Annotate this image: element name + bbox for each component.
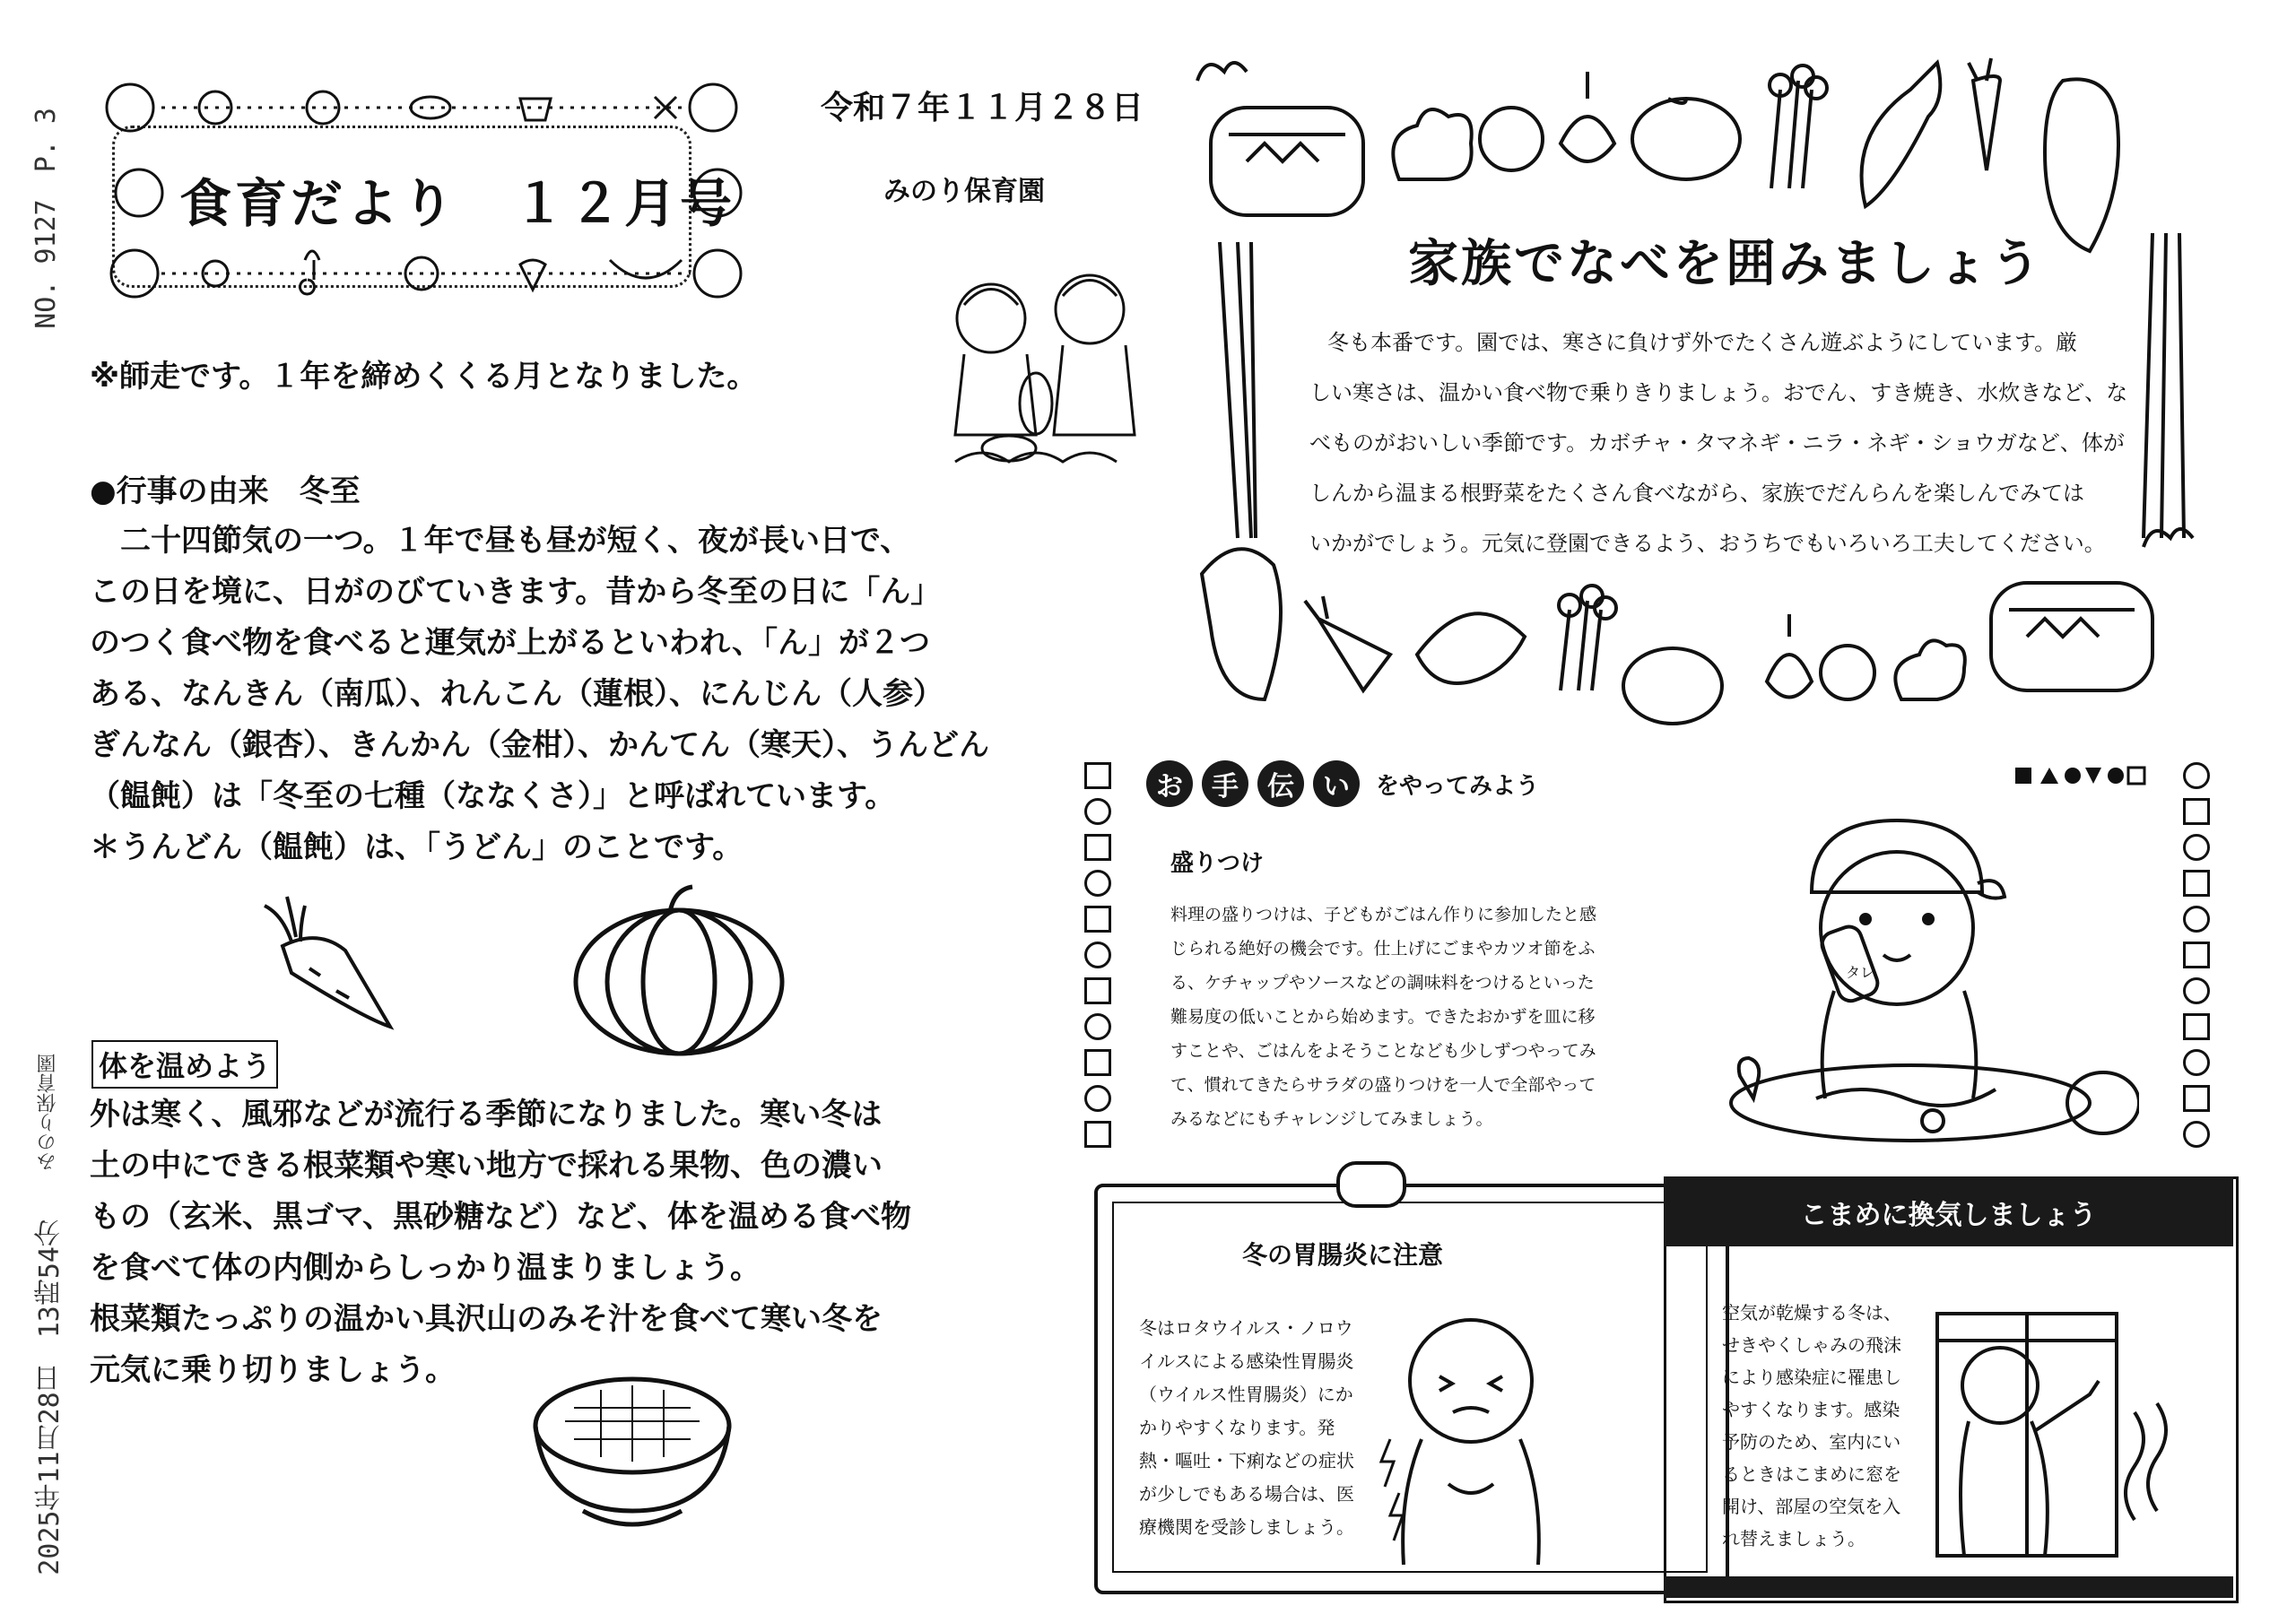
child-face-icon-2 [690, 84, 736, 131]
onion-icon-2 [1767, 614, 1812, 698]
warm-line: 外は寒く、風邪などが流行る季節になりました。寒い冬は [90, 1097, 883, 1133]
otetsudai-line: みるなどにもチャレンジしてみましょう。 [1170, 1109, 1493, 1129]
family-line: いかがでしょう。元気に登園できるよう、おうちでもいろいろ工夫してください。 [1309, 531, 2106, 556]
family-hotpot-title: 家族でなべを囲みましょう [1408, 235, 2043, 293]
event-line: 二十四節気の一つ。１年で昼も昼が短く、夜が長い日で、 [90, 523, 911, 559]
sweet-potato-icon [1862, 63, 1941, 206]
child-face-icon-5 [111, 250, 158, 297]
stomach-line: 療機関を受診しましょう。 [1139, 1516, 1354, 1538]
miso-soup-illustration [529, 1367, 735, 1547]
vent-line: 開け、部屋の空気を入 [1722, 1496, 1901, 1517]
heading-badge: い [1313, 760, 1360, 807]
stomach-line: （ウイルス性胃腸炎）にか [1139, 1384, 1353, 1405]
otetsudai-line: 難易度の低いことから始めます。できたおかずを皿に移 [1170, 1007, 1596, 1027]
carrot-icon [1969, 58, 2000, 170]
napa-cabbage-icon-2 [1202, 549, 1281, 699]
warm-line: 土の中にできる根菜類や寒い地方で採れる果物、色の濃い [90, 1148, 883, 1184]
sick-child-illustration [1372, 1314, 1561, 1565]
heading-badge: お [1146, 760, 1193, 807]
children-harvest-illustration [937, 269, 1161, 475]
bottle-label: タレ [1846, 964, 1875, 981]
lead-text: ※師走です。１年を締めくくる月となりました。 [90, 359, 758, 395]
warm-line: もの（玄米、黒ゴマ、黒砂糖など）など、体を温める食べ物 [90, 1199, 911, 1235]
heading-suffix: をやってみよう [1376, 772, 1540, 800]
event-line: この日を境に、日がのびていきます。昔から冬至の日に「ん」 [90, 574, 942, 610]
pumpkin-icon-2 [1623, 648, 1722, 724]
ginger-icon-2 [1895, 640, 1965, 699]
heading-badge: 手 [1202, 760, 1248, 807]
otetsudai-line: て、慣れてきたらサラダの盛りつけを一人で全部やって [1170, 1075, 1596, 1095]
fax-page-number: NO. 9127 P. 3 [30, 108, 62, 329]
stomach-line: 熱・嘔吐・下痢などの症状 [1139, 1450, 1354, 1471]
decorative-border-right [2179, 753, 2213, 1166]
vent-line: れ替えましょう。 [1722, 1528, 1866, 1549]
pumpkin-icon [1632, 99, 1740, 179]
otetsudai-heading [1146, 760, 1539, 807]
warm-line: 元気に乗り切りましょう。 [90, 1352, 456, 1388]
stomach-line: かりやすくなります。発 [1139, 1417, 1335, 1438]
stomach-flu-title: 冬の胃腸炎に注意 [1242, 1240, 1444, 1270]
otetsudai-subheading: 盛りつけ [1170, 850, 1265, 877]
school-name: みのり保育園 [883, 176, 1045, 207]
family-line: 冬も本番です。園では、寒さに負けず外でたくさん遊ぶようにしています。厳 [1327, 330, 2078, 355]
fax-timestamp: 2025年11月28日 13時54分 [34, 1219, 65, 1575]
warm-line: を食べて体の内側からしっかり温まりましょう。 [90, 1250, 761, 1286]
child-face-icon-3 [116, 169, 162, 216]
ginger-icon [1393, 109, 1471, 179]
event-line: （饂飩）は「冬至の七種（ななくさ）」と呼ばれています。 [90, 778, 896, 814]
event-line: ある、なんきん（南瓜）、れんこん（蓮根）、にんじん（人参） [90, 676, 944, 712]
carrot-icon-2 [1305, 596, 1390, 690]
stomach-line: イルスによる感染性胃腸炎 [1139, 1350, 1354, 1372]
event-line: ＊うんどん（饂飩）は、「うどん」のことです。 [90, 829, 744, 865]
otetsudai-line: じられる絶好の機会です。仕上げにごまやカツオ節をふ [1170, 939, 1596, 959]
fax-sender: みのり保育園 [37, 1054, 59, 1172]
banana-icon [610, 260, 682, 278]
warm-heading: 体を温めよう [91, 1040, 278, 1089]
event-line: ぎんなん（銀杏）、きんかん（金柑）、かんてん（寒天）、うんどん [90, 727, 989, 763]
family-line: しい寒さは、温かい食べ物で乗りきりましょう。おでん、すき焼き、水炊きなど、な [1309, 380, 2128, 405]
onion-icon [1561, 72, 1614, 161]
issue-date: 令和７年１１月２８日 [821, 90, 1144, 126]
vent-line: 空気が乾燥する冬は、 [1722, 1302, 1901, 1324]
otetsudai-line: すことや、ごはんをよそうことなども少しずつやってみ [1170, 1041, 1596, 1061]
otetsudai-line: る、ケチャップやソースなどの調味料をつけるといった [1170, 973, 1595, 993]
pumpkin-illustration [570, 883, 789, 1063]
pot-icon-2 [1991, 583, 2152, 690]
clipboard-clip-icon [1336, 1161, 1406, 1208]
window-ventilation-illustration [1928, 1305, 2188, 1565]
otetsudai-line: 料理の盛りつけは、子どもがごはん作りに参加したと感 [1170, 905, 1597, 924]
vent-line: 予防のため、室内にい [1722, 1431, 1901, 1453]
vent-line: やすくなります。感染 [1722, 1399, 1900, 1420]
shiitake-icon [1480, 108, 1543, 170]
child-plating-illustration [1718, 812, 2139, 1152]
steam-icon [1197, 63, 1247, 81]
ventilation-title: こまめに換気しましょう [1800, 1200, 2097, 1231]
event-heading: ●行事の由来 冬至 [90, 473, 361, 509]
leek-icon [1220, 242, 1256, 538]
family-line: べものがおいしい季節です。カボチャ・タマネギ・ニラ・ネギ・ショウガなど、体が [1309, 430, 2125, 456]
vent-line: るときはこまめに窓を [1722, 1463, 1901, 1485]
carrot-illustration [238, 888, 408, 1040]
family-line: しんから温まる根野菜をたくさん食べながら、家族でだんらんを楽しんでみては [1309, 481, 2084, 506]
child-face-icon-6 [694, 250, 741, 297]
stomach-line: 冬はロタウイルス・ノロウ [1139, 1317, 1353, 1339]
shiitake-icon-2 [1821, 646, 1874, 699]
vent-line: せきやくしゃみの飛沫 [1722, 1334, 1901, 1356]
stomach-line: が少しでもある場合は、医 [1139, 1483, 1354, 1505]
newsletter-title: 食育だより １２月号 [179, 173, 736, 234]
child-face-icon [107, 84, 153, 131]
sweet-potato-icon-2 [1417, 613, 1525, 683]
shape-symbols [2013, 764, 2148, 789]
pot-icon [1211, 108, 1363, 215]
leek-icon-2 [2144, 233, 2184, 538]
steam-icon-2 [2144, 529, 2193, 547]
bowl-icon [520, 99, 551, 120]
heading-badge: 伝 [1257, 760, 1304, 807]
warm-line: 根菜類たっぷりの温かい具沢山のみそ汁を食べて寒い冬を [90, 1301, 883, 1337]
ventilation-bottom-bar [1664, 1576, 2233, 1598]
vent-line: により感染症に罹患し [1722, 1367, 1901, 1388]
decorative-border-left [1081, 753, 1115, 1166]
napa-cabbage-icon [2045, 79, 2118, 251]
event-line: のつく食べ物を食べると運気が上がるといわれ、「ん」が２つ [90, 625, 931, 661]
